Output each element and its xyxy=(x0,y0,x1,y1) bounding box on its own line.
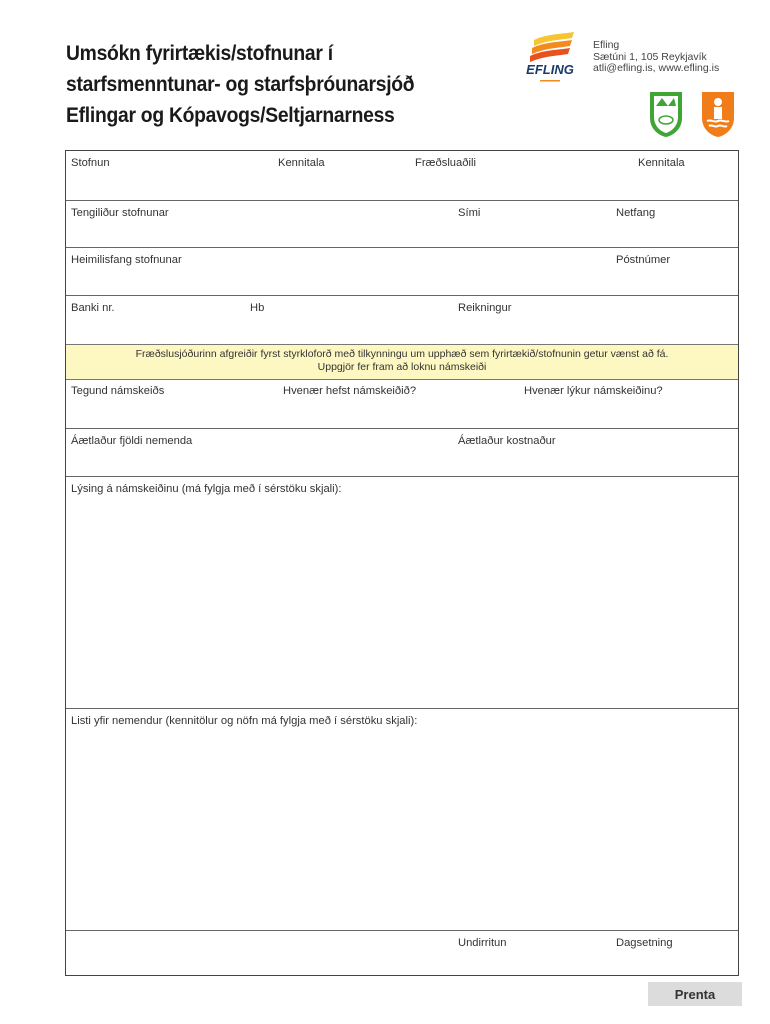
logo-wordmark: EFLING xyxy=(526,62,574,77)
print-button[interactable]: Prenta xyxy=(648,982,742,1006)
signature-label: Undirritun xyxy=(458,937,507,949)
title-line-2: starfsmenntunar- og starfsþróunarsjóð xyxy=(66,73,415,96)
description-label: Lýsing á námskeiðinu (má fylgja með í sérstöku skjali): xyxy=(71,483,342,495)
postcode-label: Póstnúmer xyxy=(616,254,671,266)
notice-line-2: Uppgjör fer fram að loknu námskeiði xyxy=(317,360,487,373)
contact-name: Efling xyxy=(593,39,620,51)
provider-label: Fræðsluaðili xyxy=(415,157,476,169)
contact-address: Sætúni 1, 105 Reykjavík xyxy=(593,50,707,63)
hb-label: Hb xyxy=(250,302,265,314)
address-label: Heimilisfang stofnunar xyxy=(71,254,182,266)
row-bank[interactable] xyxy=(66,296,738,344)
estimated-cost-label: Áætlaður kostnaður xyxy=(458,435,556,447)
course-end-label: Hvenær lýkur námskeiðinu? xyxy=(524,385,663,397)
phone-label: Sími xyxy=(458,207,481,219)
bank-label: Banki nr. xyxy=(71,302,115,314)
email-label: Netfang xyxy=(616,207,656,219)
row-description[interactable] xyxy=(66,477,738,709)
notice-box xyxy=(66,344,738,380)
efling-logo-icon xyxy=(520,30,580,86)
account-label: Reikningur xyxy=(458,302,512,314)
contact-block xyxy=(593,40,719,75)
provider-id-label: Kennitala xyxy=(638,157,685,169)
application-form xyxy=(65,150,739,976)
students-count-label: Áætlaður fjöldi nemenda xyxy=(71,435,193,447)
row-institution[interactable] xyxy=(66,151,738,201)
row-signature[interactable] xyxy=(66,931,738,975)
row-course[interactable] xyxy=(66,380,738,429)
title-line-3: Eflingar og Kópavogs/Seltjarnarness xyxy=(66,104,395,127)
seltjarnarnes-crest-icon xyxy=(700,90,736,138)
contact-person-label: Tengiliður stofnunar xyxy=(71,207,169,219)
institution-id-label: Kennitala xyxy=(278,157,325,169)
kopavogur-crest-icon xyxy=(648,90,684,138)
notice-line-1: Fræðslusjóðurinn afgreiðir fyrst styrkloforð með tilkynningu um upphæð sem fyrirtækið/stofnunin getur vænst að fá. xyxy=(135,348,669,360)
title-line-1: Umsókn fyrirtækis/stofnunar í xyxy=(66,42,333,65)
date-label: Dagsetning xyxy=(616,937,673,949)
course-start-label: Hvenær hefst námskeiðið? xyxy=(283,385,417,397)
row-address[interactable] xyxy=(66,248,738,296)
row-students[interactable] xyxy=(66,709,738,931)
students-list-label: Listi yfir nemendur (kennitölur og nöfn má fylgja með í sérstöku skjali): xyxy=(71,715,418,727)
row-contact[interactable] xyxy=(66,201,738,248)
contact-web: atli@efling.is, www.efling.is xyxy=(593,62,720,74)
institution-label: Stofnun xyxy=(71,157,110,169)
course-type-label: Tegund námskeiðs xyxy=(71,385,165,397)
form-title xyxy=(66,38,471,131)
row-estimates[interactable] xyxy=(66,429,738,477)
